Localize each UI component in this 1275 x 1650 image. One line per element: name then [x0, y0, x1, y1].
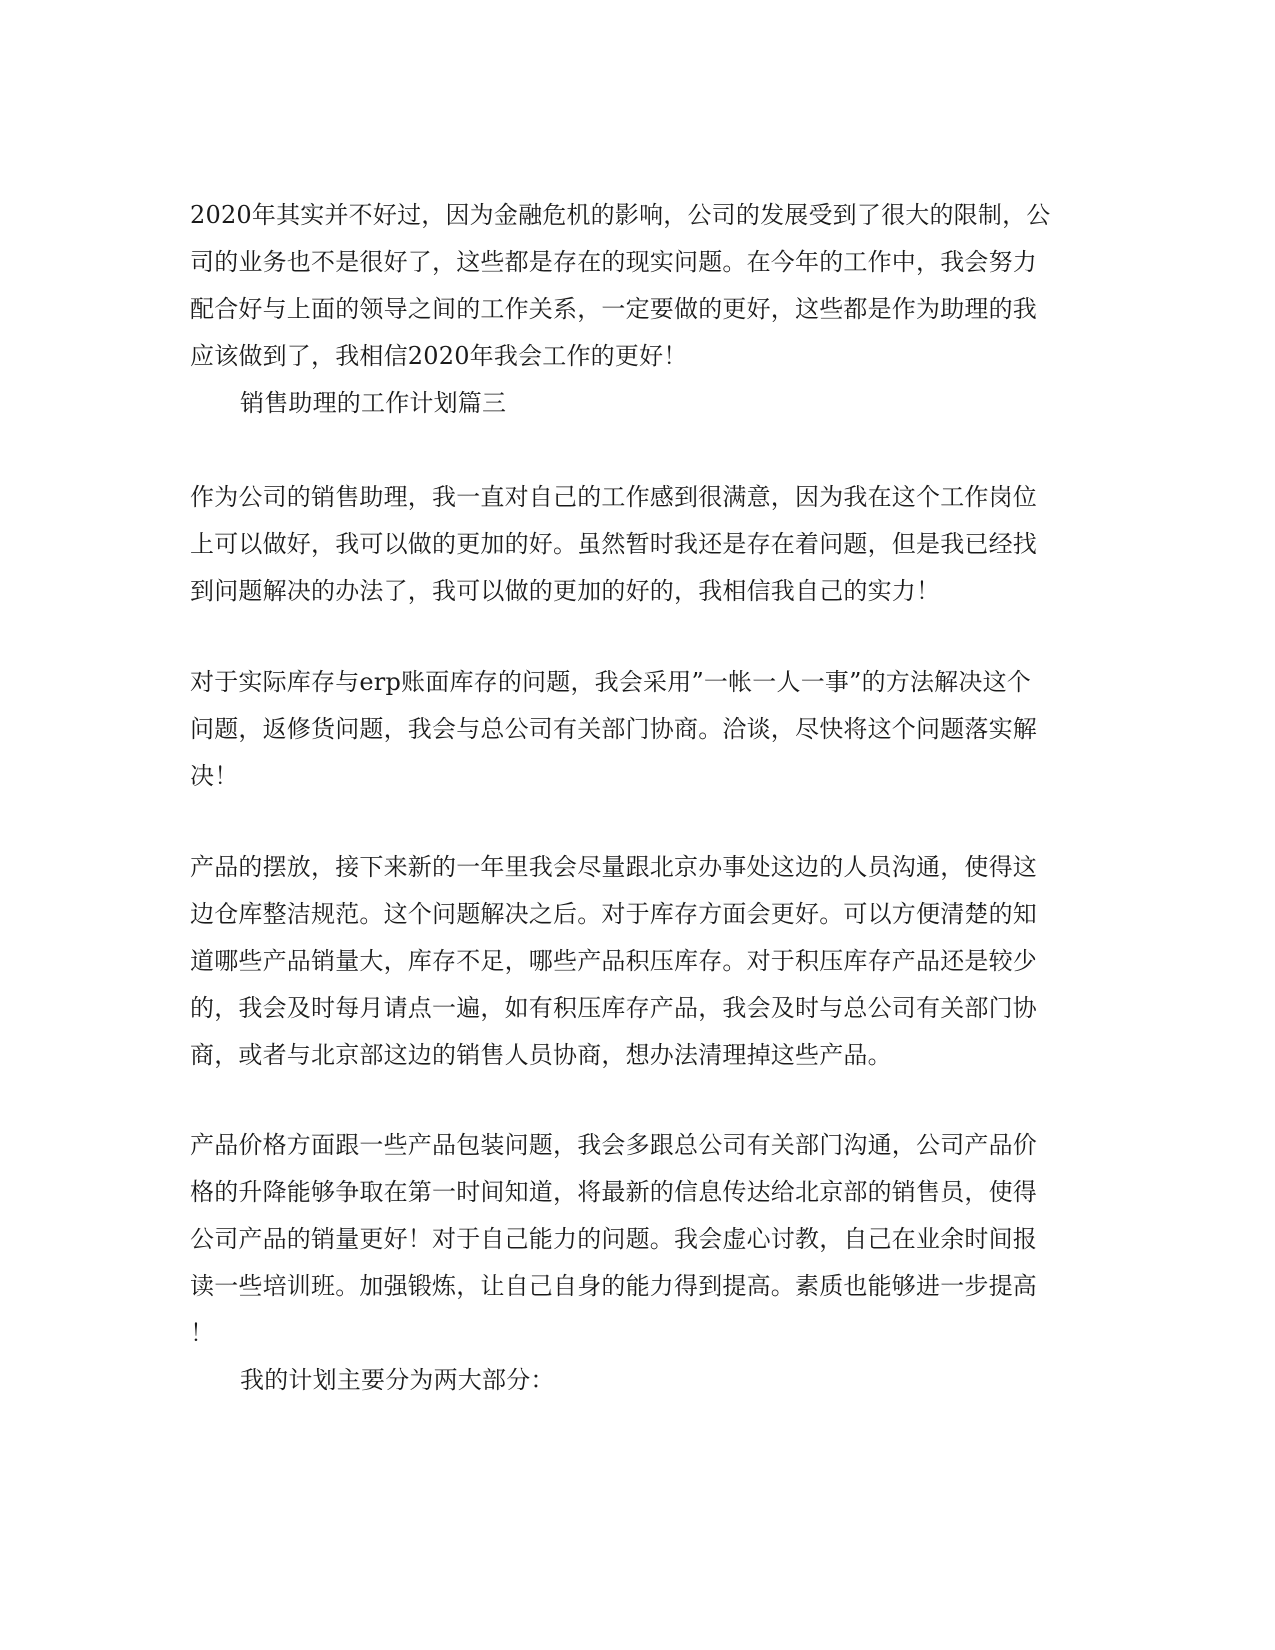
text-line: 我的计划主要分为两大部分： [240, 1366, 555, 1394]
text-line: 对于实际库存与erp账面库存的问题，我会采用”一帐一人一事”的方法解决这个 [190, 668, 1031, 696]
text-line: 2020年其实并不好过，因为金融危机的影响，公司的发展受到了很大的限制，公 [190, 201, 1051, 229]
text-line: 公司产品的销量更好！对于自己能力的问题。我会虚心讨教，自己在业余时间报 [190, 1225, 1037, 1253]
text-line: 边仓库整洁规范。这个问题解决之后。对于库存方面会更好。可以方便清楚的知 [190, 900, 1037, 928]
section-heading: 销售助理的工作计划篇三 [240, 389, 507, 417]
text-line: 到问题解决的办法了，我可以做的更加的好的，我相信我自己的实力！ [190, 577, 941, 605]
text-line: 司的业务也不是很好了，这些都是存在的现实问题。在今年的工作中，我会努力 [190, 248, 1037, 276]
text-line: 产品价格方面跟一些产品包装问题，我会多跟总公司有关部门沟通，公司产品价 [190, 1131, 1037, 1159]
text-line: 格的升降能够争取在第一时间知道，将最新的信息传达给北京部的销售员，使得 [190, 1178, 1037, 1206]
text-line: 作为公司的销售助理，我一直对自己的工作感到很满意，因为我在这个工作岗位 [190, 483, 1037, 511]
text-line: 商，或者与北京部这边的销售人员协商，想办法清理掉这些产品。 [190, 1041, 892, 1069]
text-line: 上可以做好，我可以做的更加的好。虽然暂时我还是存在着问题，但是我已经找 [190, 530, 1037, 558]
text-line: 配合好与上面的领导之间的工作关系，一定要做的更好，这些都是作为助理的我 [190, 295, 1037, 323]
text-line: 的，我会及时每月请点一遍，如有积压库存产品，我会及时与总公司有关部门协 [190, 994, 1037, 1022]
text-line: 道哪些产品销量大，库存不足，哪些产品积压库存。对于积压库存产品还是较少 [190, 947, 1037, 975]
text-line: 决！ [190, 762, 239, 790]
text-line: ！ [190, 1319, 215, 1347]
text-line: 应该做到了，我相信2020年我会工作的更好！ [190, 342, 688, 370]
text-line: 产品的摆放，接下来新的一年里我会尽量跟北京办事处这边的人员沟通，使得这 [190, 853, 1037, 881]
text-line: 读一些培训班。加强锻炼，让自己自身的能力得到提高。素质也能够进一步提高 [190, 1272, 1037, 1300]
text-line: 问题，返修货问题，我会与总公司有关部门协商。洽谈，尽快将这个问题落实解 [190, 715, 1037, 743]
